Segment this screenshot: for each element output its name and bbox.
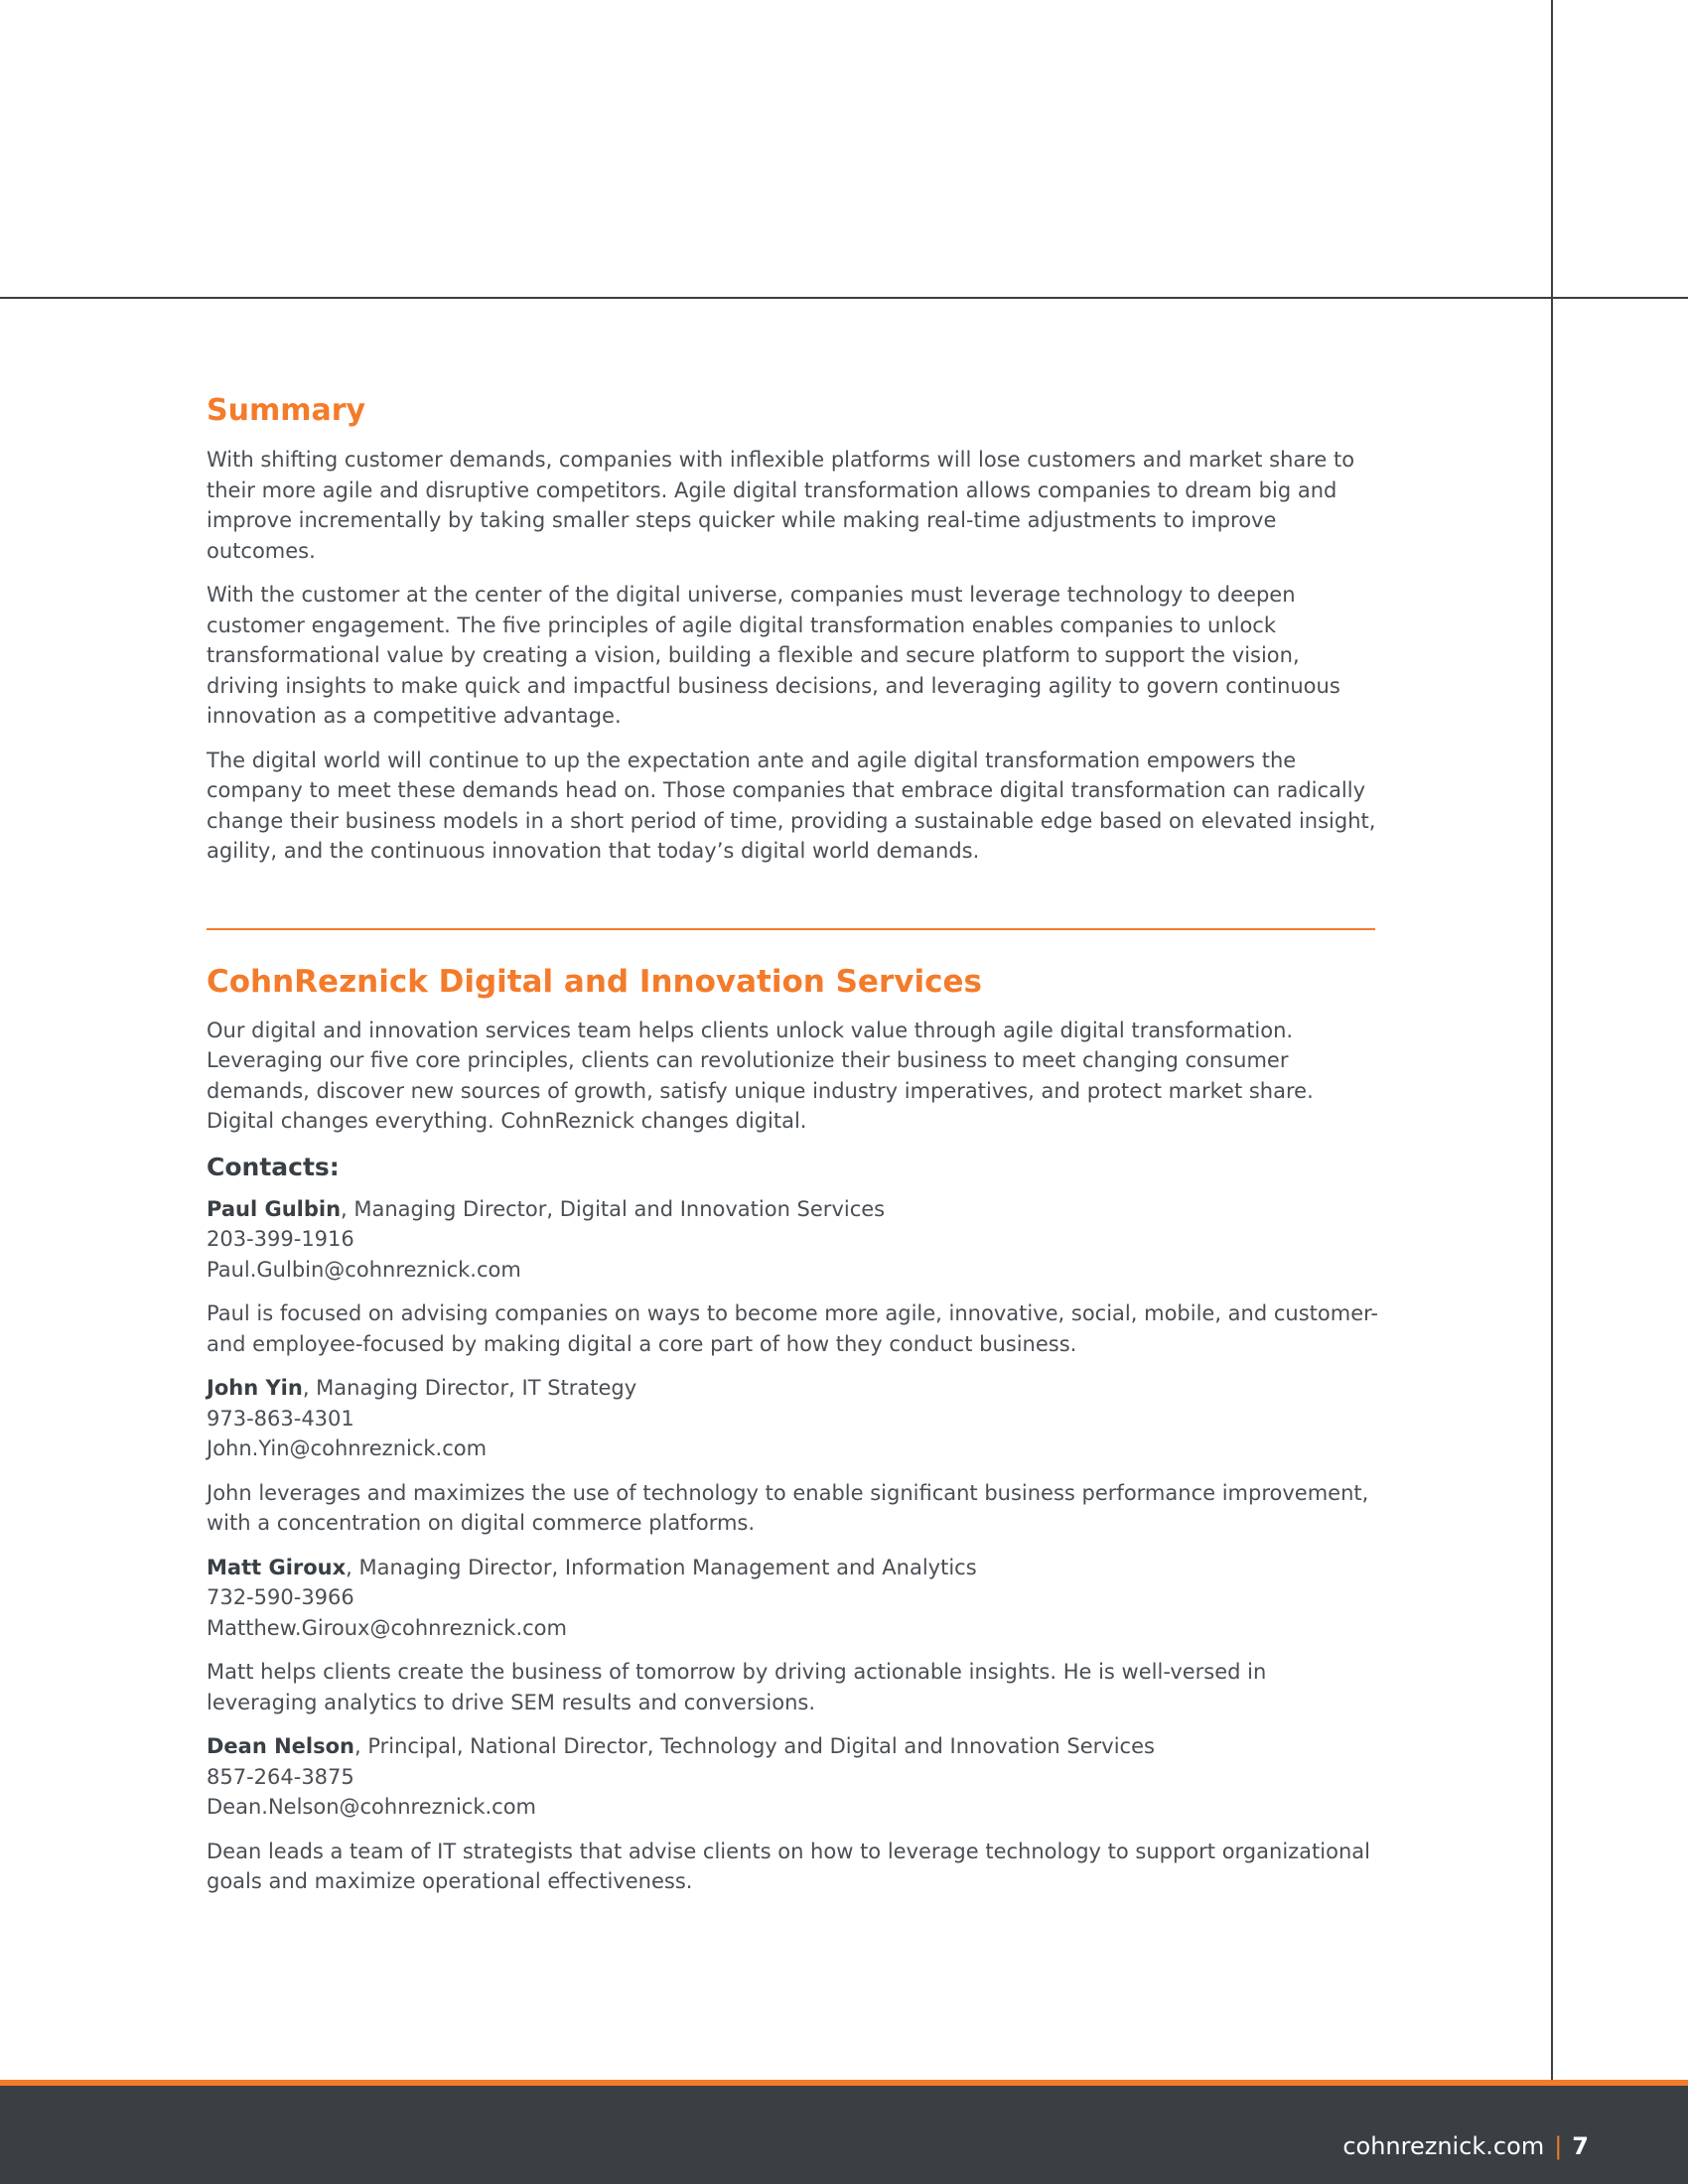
contact-title: , Managing Director, Information Management and Analytics bbox=[346, 1555, 977, 1579]
services-paragraph: Our digital and innovation services team helps clients unlock value through agile digital transformation. Leveraging our five core principles, clients can revolutionize their business to meet changing consumer demands, discover new sources of growth, satisfy unique industry imperatives, and protect market share. Digital changes everything. CohnReznick changes digital. bbox=[207, 1018, 1314, 1133]
footer-separator: | bbox=[1554, 2132, 1563, 2160]
contact-email: John.Yin@cohnreznick.com bbox=[207, 1436, 488, 1460]
contact-title: , Managing Director, IT Strategy bbox=[302, 1376, 637, 1400]
page-content bbox=[207, 389, 1378, 1911]
contact-phone: 732-590-3966 bbox=[207, 1585, 354, 1609]
section-divider bbox=[207, 928, 1375, 930]
header-divider-line bbox=[0, 297, 1688, 299]
contact-email: Paul.Gulbin@cohnreznick.com bbox=[207, 1257, 521, 1282]
contact-name: John Yin bbox=[207, 1376, 303, 1400]
contact-email: Dean.Nelson@cohnreznick.com bbox=[207, 1795, 537, 1819]
contact-name: Dean Nelson bbox=[207, 1734, 354, 1758]
contact-entry bbox=[207, 1553, 1378, 1644]
margin-vertical-line bbox=[1551, 0, 1553, 2085]
footer-site-link[interactable]: cohnreznick.com bbox=[1342, 2132, 1545, 2160]
contact-name-line bbox=[207, 1553, 1378, 1583]
contact-bio: Dean leads a team of IT strategists that advise clients on how to leverage technology to support organizational goals and maximize operational effectiveness. bbox=[207, 1839, 1370, 1893]
footer bbox=[1342, 2132, 1589, 2160]
services-heading: CohnReznick Digital and Innovation Services bbox=[207, 963, 982, 1000]
footer-accent-line bbox=[0, 2080, 1688, 2086]
contacts-heading: Contacts: bbox=[207, 1152, 340, 1181]
contact-bio: John leverages and maximizes the use of technology to enable significant business performance improvement, with a concentration on digital commerce platforms. bbox=[207, 1480, 1369, 1535]
contact-bio: Matt helps clients create the business of tomorrow by driving actionable insights. He is well-versed in leveraging analytics to drive SEM results and conversions. bbox=[207, 1660, 1267, 1714]
summary-paragraph: With the customer at the center of the digital universe, companies must leverage technology to deepen customer engagement. The five principles of agile digital transformation enables companies to unlock transformational value by creating a vision, building a flexible and secure platform to support the vision, driving insights to make quick and impactful business decisions, and leveraging agility to govern continuous innovation as a competitive advantage. bbox=[207, 583, 1340, 728]
contact-entry bbox=[207, 1373, 1378, 1464]
summary-paragraph: With shifting customer demands, companies with inflexible platforms will lose customers and market share to their more agile and disruptive competitors. Agile digital transformation allows companies to dream big and improve incrementally by taking smaller steps quicker while making real-time adjustments to improve outcomes. bbox=[207, 448, 1355, 563]
contact-name: Matt Giroux bbox=[207, 1555, 347, 1579]
contact-name: Paul Gulbin bbox=[207, 1196, 342, 1221]
contact-phone: 203-399-1916 bbox=[207, 1227, 354, 1251]
contact-phone: 973-863-4301 bbox=[207, 1406, 354, 1431]
contact-title: , Managing Director, Digital and Innovation Services bbox=[341, 1196, 886, 1221]
summary-heading: Summary bbox=[207, 393, 366, 428]
contact-email: Matthew.Giroux@cohnreznick.com bbox=[207, 1615, 567, 1640]
summary-paragraph: The digital world will continue to up the expectation ante and agile digital transformation empowers the company to meet these demands head on. Those companies that embrace digital transformation can radically change their business models in a short period of time, providing a sustainable edge based on elevated insight, agility, and the continuous innovation that today’s digital world demands. bbox=[207, 748, 1376, 863]
contact-phone: 857-264-3875 bbox=[207, 1764, 354, 1789]
contact-entry bbox=[207, 1731, 1378, 1823]
contact-name-line bbox=[207, 1373, 1378, 1404]
contact-name-line bbox=[207, 1194, 1378, 1225]
contact-title: , Principal, National Director, Technology and Digital and Innovation Services bbox=[354, 1734, 1155, 1758]
contact-name-line bbox=[207, 1731, 1378, 1762]
contact-entry bbox=[207, 1194, 1378, 1286]
contact-bio: Paul is focused on advising companies on ways to become more agile, innovative, social, mobile, and customer- and employee-focused by making digital a core part of how they conduct business. bbox=[207, 1301, 1378, 1356]
page-number: 7 bbox=[1572, 2132, 1589, 2160]
